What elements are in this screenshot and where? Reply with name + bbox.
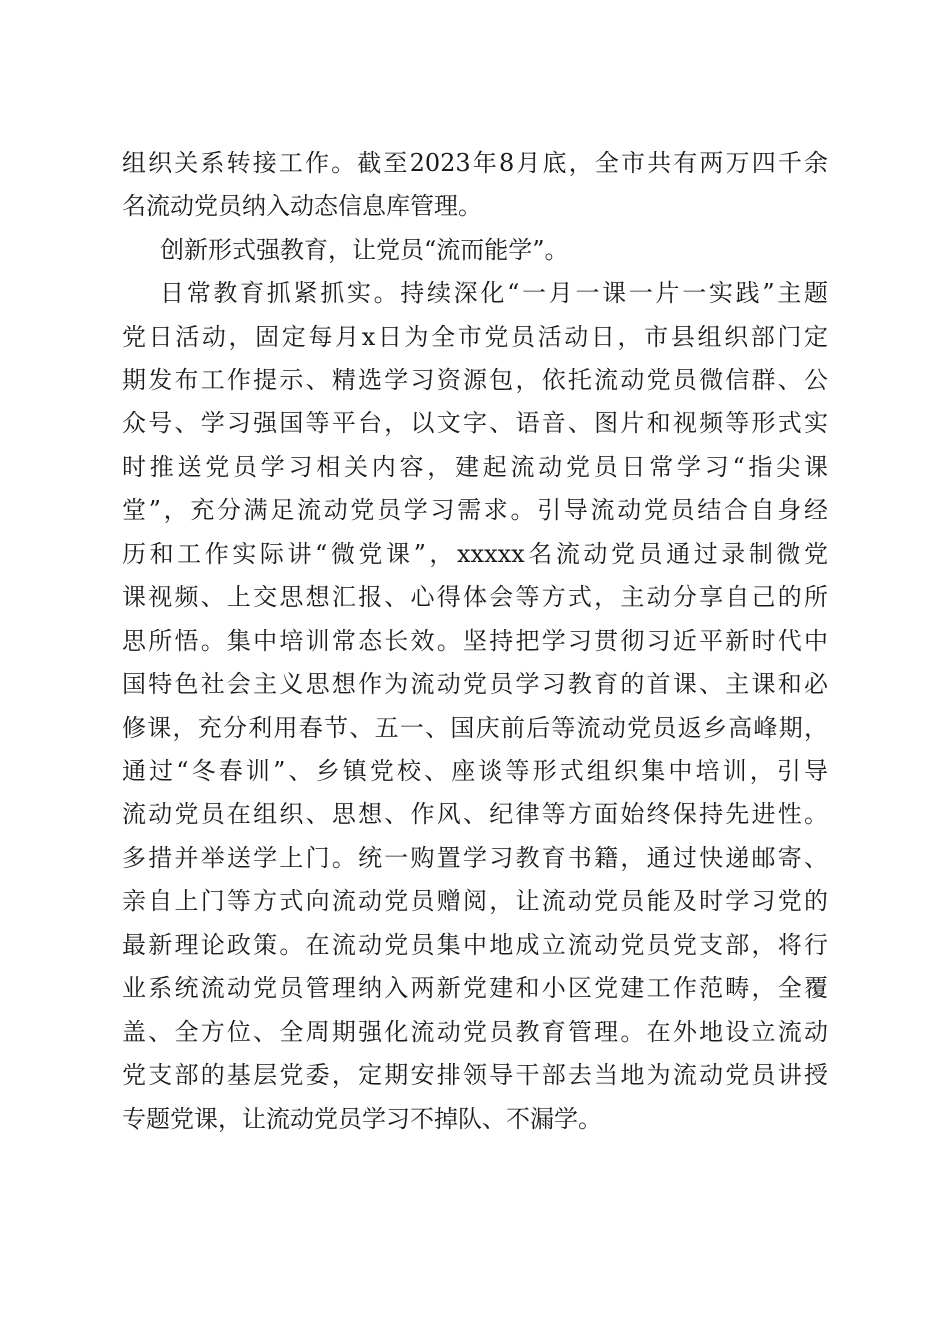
text-line: 历和工作实际讲“微党课”，xxxxx名流动党员通过录制微党 (122, 540, 828, 568)
text-line: 盖、全方位、全周期强化流动党员教育管理。在外地设立流动 (122, 1018, 828, 1046)
text-line: 业系统流动党员管理纳入两新党建和小区党建工作范畴，全覆 (122, 974, 828, 1002)
text-line: 最新理论政策。在流动党员集中地成立流动党员党支部，将行 (122, 931, 828, 959)
text-line: 日常教育抓紧抓实。持续深化“一月一课一片一实践”主题 (160, 279, 828, 307)
text-line: 专题党课，让流动党员学习不掉队、不漏学。 (122, 1105, 602, 1133)
text-line: 流动党员在组织、思想、作风、纪律等方面始终保持先进性。 (122, 800, 828, 828)
text-line: 课视频、上交思想汇报、心得体会等方式，主动分享自己的所 (122, 583, 828, 611)
text-line: 修课，充分利用春节、五一、国庆前后等流动党员返乡高峰期， (122, 714, 828, 742)
text-line: 堂”，充分满足流动党员学习需求。引导流动党员结合自身经 (122, 496, 828, 524)
text-line: 党日活动，固定每月x日为全市党员活动日，市县组织部门定 (122, 323, 828, 351)
text-line: 党支部的基层党委，定期安排领导干部去当地为流动党员讲授 (122, 1061, 828, 1089)
text-line: 众号、学习强国等平台，以文字、语音、图片和视频等形式实 (122, 409, 828, 437)
text-line: 思所悟。集中培训常态长效。坚持把学习贯彻习近平新时代中 (122, 627, 828, 655)
text-line: 通过“冬春训”、乡镇党校、座谈等形式组织集中培训，引导 (122, 757, 828, 785)
section-heading: 创新形式强教育，让党员“流而能学”。 (160, 236, 569, 264)
text-line: 名流动党员纳入动态信息库管理。 (122, 192, 482, 220)
text-line: 期发布工作提示、精选学习资源包，依托流动党员微信群、公 (122, 366, 828, 394)
text-line: 亲自上门等方式向流动党员赠阅，让流动党员能及时学习党的 (122, 887, 828, 915)
text-line: 多措并举送学上门。统一购置学习教育书籍，通过快递邮寄、 (122, 844, 828, 872)
text-line: 国特色社会主义思想作为流动党员学习教育的首课、主课和必 (122, 670, 828, 698)
text-line: 组织关系转接工作。截至2023年8月底，全市共有两万四千余 (122, 149, 828, 177)
text-line: 时推送党员学习相关内容，建起流动党员日常学习“指尖课 (122, 453, 828, 481)
